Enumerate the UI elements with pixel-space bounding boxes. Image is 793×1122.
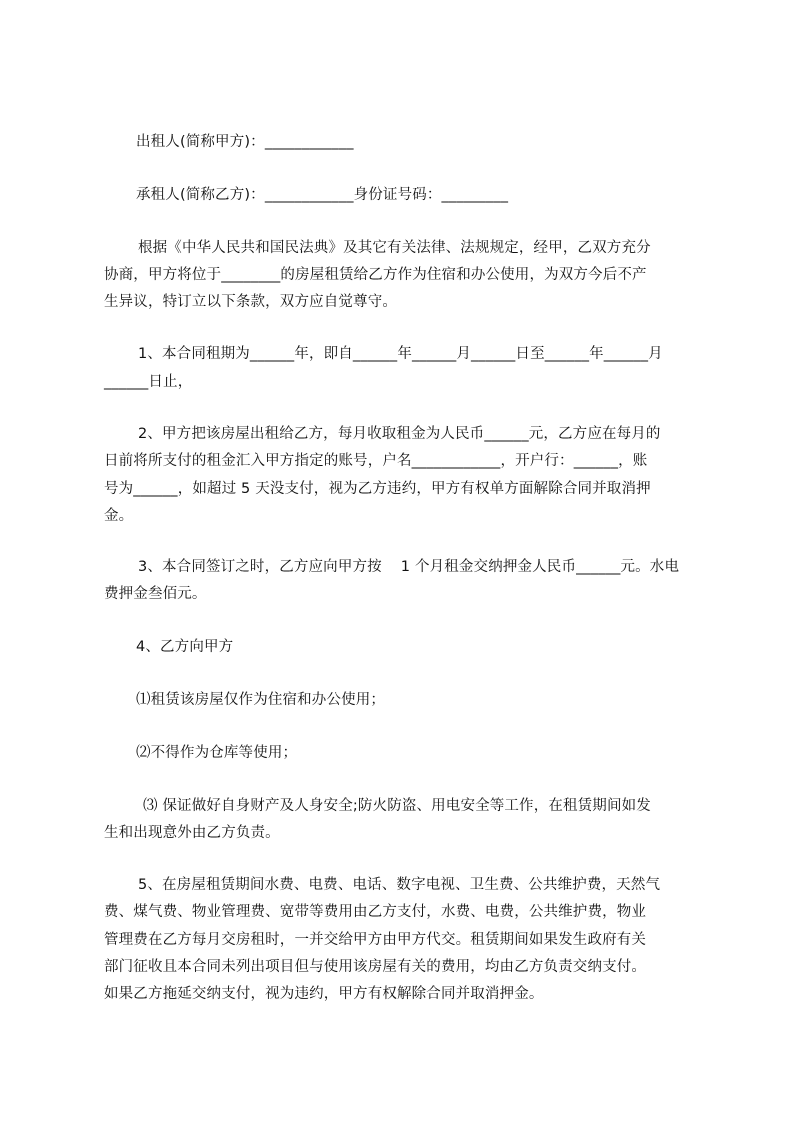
clause-2-line-4: 金。 xyxy=(104,508,134,524)
preamble-line-1: 根据《中华人民共和国民法典》及其它有关法律、法规规定，经甲，乙双方充分 xyxy=(138,240,651,256)
clause-2-line-3: 号为______，如超过 5 天没支付，视为乙方违约，甲方有权单方面解除合同并取消押 xyxy=(104,481,651,497)
clause-1-line-1: 1、本合同租期为______年，即自______年______月______日至______年______月 xyxy=(138,346,663,362)
preamble-line-2: 协商，甲方将位于________的房屋租赁给乙方作为住宿和办公使用，为双方今后不产 xyxy=(104,267,647,283)
clause-4-item-3-line-1: ⑶ 保证做好自身财产及人身安全;防火防盗、用电安全等工作，在租赁期间如发 xyxy=(143,798,651,814)
clause-4-item-2: ⑵不得作为仓库等使用； xyxy=(136,745,298,761)
clause-5-line-2: 费、煤气费、物业管理费、宽带等费用由乙方支付，水费、电费，公共维护费，物业 xyxy=(104,904,647,920)
clause-5-line-3: 管理费在乙方每月交房租时，一并交给甲方由甲方代交。租赁期间如果发生政府有关 xyxy=(104,932,647,948)
lessee-line: 承租人(简称乙方)：____________身份证号码：_________ xyxy=(136,187,509,203)
clause-5-line-1: 5、在房屋租赁期间水费、电费、电话、数字电视、卫生费、公共维护费，天然气 xyxy=(138,877,661,893)
clause-4-item-3-line-2: 生和出现意外由乙方负责。 xyxy=(104,825,280,841)
clause-2-line-2: 日前将所支付的租金汇入甲方指定的账号，户名____________，开户行：______，账 xyxy=(104,453,648,469)
clause-5-line-4: 部门征收且本合同未列出项目但与使用该房屋有关的费用，均由乙方负责交纳支付。 xyxy=(104,959,647,975)
clause-3-line-2: 费押金叁佰元。 xyxy=(104,586,207,602)
clause-1-line-2: ______日止， xyxy=(104,374,193,390)
clause-4-title: 4、乙方向甲方 xyxy=(136,639,234,655)
clause-2-line-1: 2、甲方把该房屋出租给乙方，每月收取租金为人民币______元，乙方应在每月的 xyxy=(138,426,661,442)
preamble-line-3: 生异议，特订立以下条款，双方应自觉尊守。 xyxy=(104,294,397,310)
clause-4-item-1: ⑴租赁该房屋仅作为住宿和办公使用； xyxy=(136,692,386,708)
clause-5-line-5: 如果乙方拖延交纳支付，视为违约，甲方有权解除合同并取消押金。 xyxy=(104,986,544,1002)
clause-3-line-1: 3、本合同签订之时，乙方应向甲方按 1 个月租金交纳押金人民币______元。水电 xyxy=(138,559,680,575)
lessor-line: 出租人(简称甲方)：____________ xyxy=(136,134,354,150)
